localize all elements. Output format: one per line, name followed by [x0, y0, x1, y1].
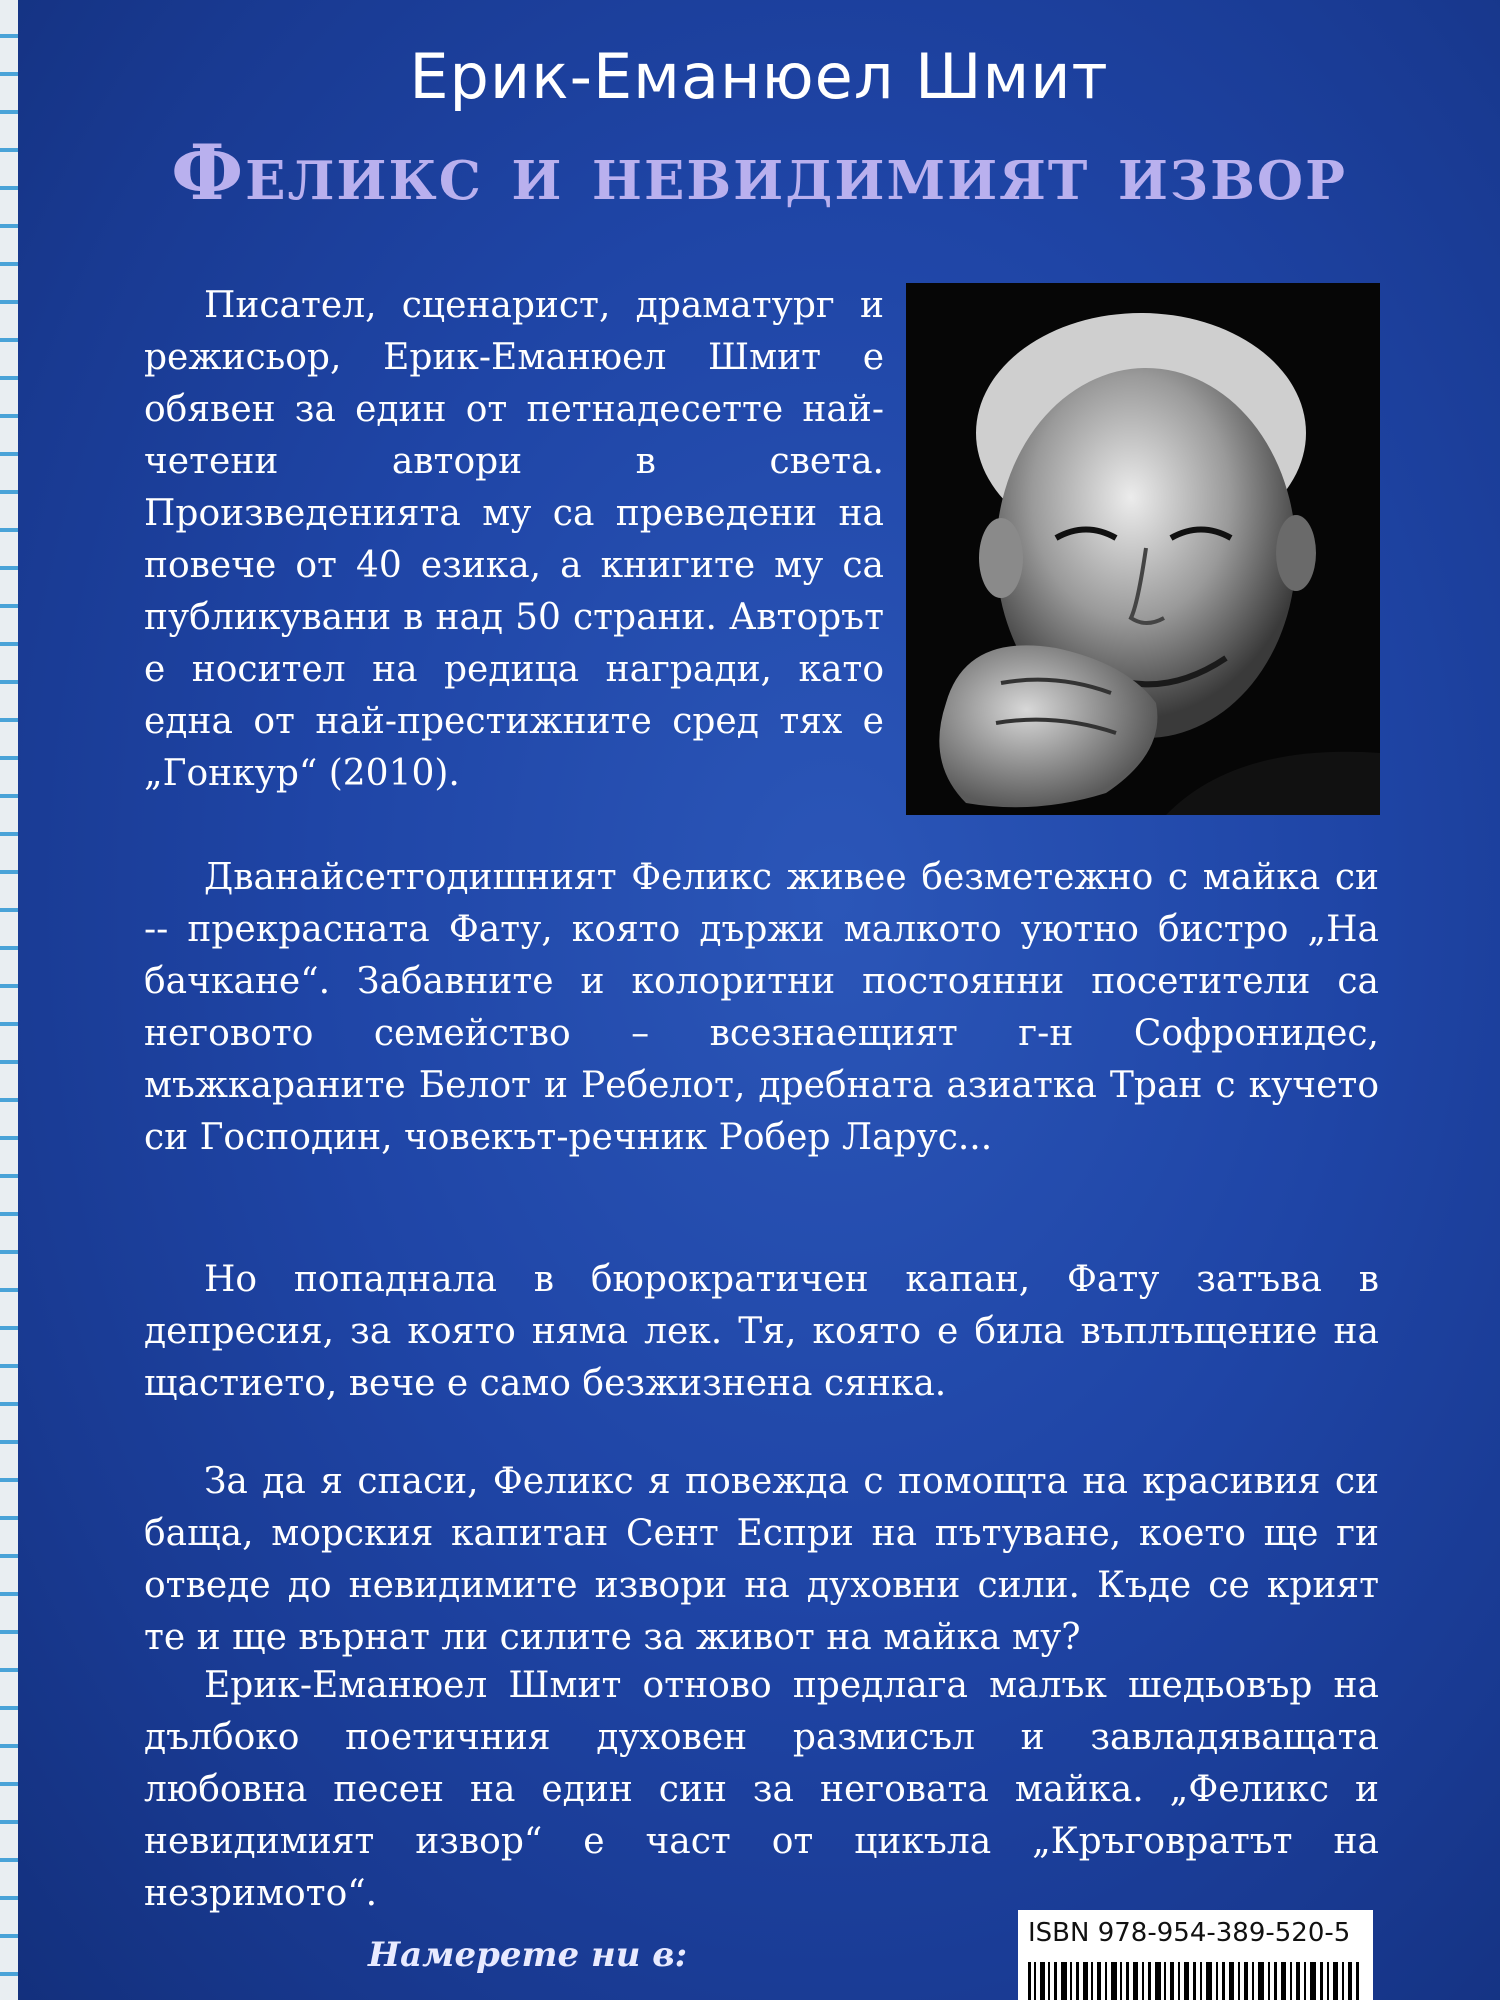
book-title: Феликс и невидимият извор — [171, 128, 1347, 217]
isbn-number: ISBN 978-954-389-520-5 — [1028, 1918, 1351, 1948]
synopsis-paragraph-1: Дванайсетгодишният Феликс живее безметежно с майка си -- прекрасната Фату, която държи малкото уютно бистро „На бачкане“. Забавните и колоритни постоянни посетители са неговото семейство – всезнаещият г-н Софронидес, мъжкараните Белот и Ребелот, дребната азиатка Тран с кучето си Господин, човекът-речник Робер Ларус... — [144, 857, 1379, 1158]
book-back-cover — [18, 0, 1500, 2000]
author-portrait-illustration — [906, 283, 1380, 815]
synopsis-paragraph-3: За да я спаси, Феликс я повежда с помощта на красивия си баща, морския капитан Сент Еспри на пътуване, което ще ги отведе до невидимите извори на духовни сили. Къде се крият те и ще върнат ли силите за живот на майка му? — [144, 1461, 1379, 1658]
barcode-bars-icon — [1028, 1962, 1363, 2000]
find-us-label: Намерете ни в: — [368, 1935, 688, 1975]
author-bio-paragraph: Писател, сценарист, драматург и режисьор, Ерик-Еманюел Шмит е обявен за един от петнадесетте най-четени автори в света. Произведенията му са преведени на повече от 40 езика, а книгите му са публикувани в над 50 страни. Авторът е носител на редица награди, като една от най-престижните сред тях е „Гонкур“ (2010). — [144, 285, 884, 794]
synopsis-paragraph-2: Но попаднала в бюрократичен капан, Фату затъва в депресия, за която няма лек. Тя, която е била въплъщение на щастието, вече е само безжизнена сянка. — [144, 1259, 1379, 1404]
author-photo — [906, 283, 1380, 815]
author-name: Ерик-Еманюел Шмит — [409, 40, 1109, 113]
synopsis-paragraph-4: Ерик-Еманюел Шмит отново предлага малък шедьовър на дълбоко поетичния духовен размисъл и завладяващата любовна песен на един син за неговата майка. „Феликс и невидимият извор“ е част от цикъла „Кръговратът на незримото“. — [144, 1665, 1379, 1914]
barcode-box — [1018, 1910, 1373, 2000]
